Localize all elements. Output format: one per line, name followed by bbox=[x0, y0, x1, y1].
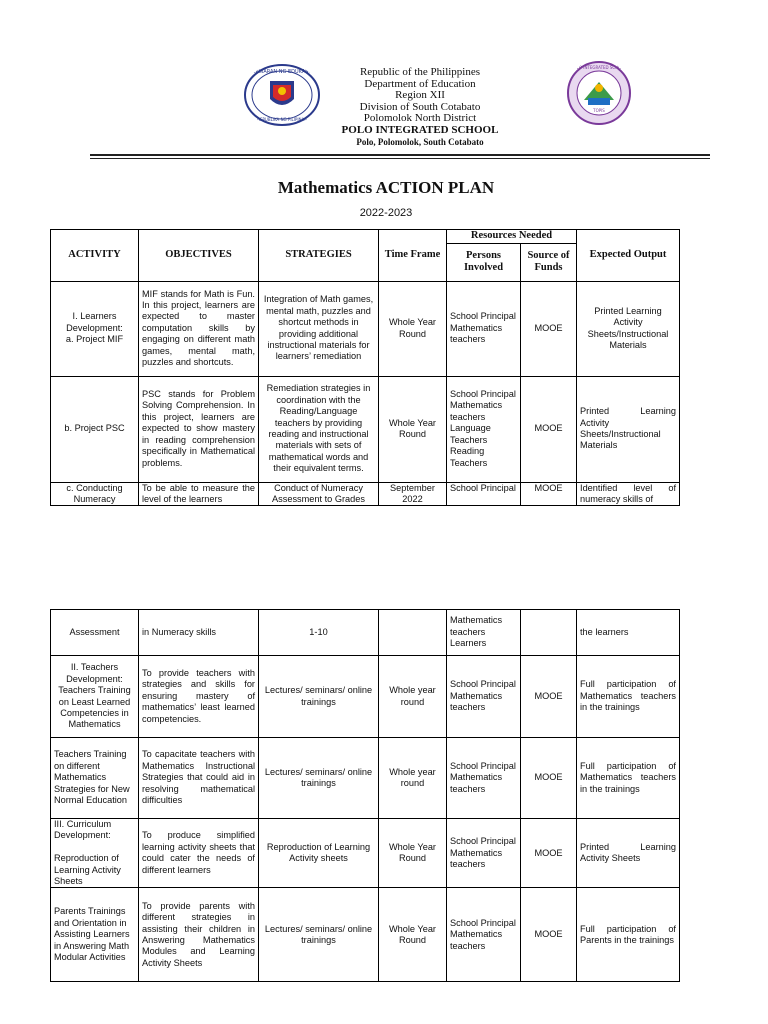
table-row bbox=[51, 656, 680, 738]
cell-time: Whole year round bbox=[379, 738, 447, 819]
cell-source: MOOE bbox=[521, 376, 577, 482]
cell-strategies: Lectures/ seminars/ online trainings bbox=[259, 888, 379, 982]
cell-expected: Full participation of Mathematics teachers in the trainings bbox=[577, 738, 680, 819]
cell-activity: Teachers Training on different Mathematics Strategies for New Normal Education bbox=[51, 738, 139, 819]
cell-persons: School Principal Mathematics teachers bbox=[447, 738, 521, 819]
cell-strategies: Remediation strategies in coordination with the Reading/Language teachers by providing reading and instructional materials with sets of mathematical words and their equivalent terms. bbox=[259, 376, 379, 482]
cell-persons: School Principal Mathematics teachers bbox=[447, 888, 521, 982]
cell-source: MOOE bbox=[521, 482, 577, 506]
header-region: Region XII bbox=[395, 89, 445, 101]
cell-source: MOOE bbox=[521, 656, 577, 738]
table-row bbox=[51, 738, 680, 819]
cell-time: Whole Year Round bbox=[379, 888, 447, 982]
cell-activity: III. Curriculum Development: Reproduction of Learning Activity Sheets bbox=[51, 819, 139, 888]
cell-objectives: To capacitate teachers with Mathematics Instructional Strategies that could aid in resolving mathematical difficulties bbox=[139, 738, 259, 819]
school-year: 2022-2023 bbox=[359, 207, 413, 219]
cell-source bbox=[521, 610, 577, 656]
cell-strategies: Reproduction of Learning Activity sheets bbox=[259, 819, 379, 888]
cell-objectives: To produce simplified learning activity sheets that could cater the needs of different learners bbox=[139, 819, 259, 888]
cell-objectives: To provide teachers with strategies and skills for ensuring mastery of mathematics’ least learned competencies. bbox=[139, 656, 259, 738]
cell-time: Whole Year Round bbox=[379, 281, 447, 376]
cell-objectives: PSC stands for Problem Solving Comprehension. In this project, learners are expected to show mastery in reading comprehension specifically in Mathematical problems. bbox=[139, 376, 259, 482]
cell-activity: b. Project PSC bbox=[51, 376, 139, 482]
cell-time: September 2022 bbox=[379, 482, 447, 506]
table-row bbox=[51, 281, 680, 376]
cell-expected: the learners bbox=[577, 610, 680, 656]
cell-persons: Mathematics teachers Learners bbox=[447, 610, 521, 656]
table-row bbox=[51, 482, 680, 506]
cell-time: Whole Year Round bbox=[379, 819, 447, 888]
cell-expected: Full participation of Parents in the trainings bbox=[577, 888, 680, 982]
cell-activity: II. Teachers Development: Teachers Training on Least Learned Competencies in Mathematics bbox=[51, 656, 139, 738]
cell-time bbox=[379, 610, 447, 656]
cell-objectives: To provide parents with different strategies in assisting their children in Answering Mathematics Modules and Learning Activity Sheets bbox=[139, 888, 259, 982]
cell-expected: Identified level of numeracy skills of bbox=[577, 482, 680, 506]
cell-expected: Printed Learning Activity Sheets bbox=[577, 819, 680, 888]
table-row bbox=[51, 610, 680, 656]
col-activity: ACTIVITY bbox=[51, 230, 139, 282]
cell-persons: School Principal Mathematics teachers bbox=[447, 819, 521, 888]
col-strategies: STRATEGIES bbox=[259, 230, 379, 282]
header-division: Division of South Cotabato bbox=[359, 100, 481, 113]
cell-expected: Printed Learning Activity Sheets/Instructional Materials bbox=[577, 281, 680, 376]
cell-objectives: To be able to measure the level of the learners bbox=[139, 482, 259, 506]
seal-left-bottom-text: REPUBLIKA NG PILIPINAS bbox=[257, 117, 307, 122]
cell-persons: School Principal Mathematics teachers bbox=[447, 281, 521, 376]
col-persons-involved: Persons Involved bbox=[447, 243, 521, 281]
cell-persons: School Principal bbox=[447, 482, 521, 506]
cell-activity: c. Conducting Numeracy bbox=[51, 482, 139, 506]
cell-source: MOOE bbox=[521, 738, 577, 819]
table-row bbox=[51, 376, 680, 482]
action-plan-table-page1 bbox=[50, 229, 680, 506]
col-objectives: OBJECTIVES bbox=[139, 230, 259, 282]
header-department: Department of Education bbox=[364, 77, 476, 90]
cell-expected: Printed Learning Activity Sheets/Instructional Materials bbox=[577, 376, 680, 482]
cell-source: MOOE bbox=[521, 888, 577, 982]
header-republic: Republic of the Philippines bbox=[359, 66, 481, 78]
cell-persons: School Principal Mathematics teachers Language Teachers Reading Teachers bbox=[447, 376, 521, 482]
col-time-frame: Time Frame bbox=[379, 230, 447, 282]
header-rule bbox=[90, 154, 710, 156]
action-plan-table-page2 bbox=[50, 609, 680, 982]
cell-time: Whole year round bbox=[379, 656, 447, 738]
col-resources-needed: Resources Needed bbox=[447, 230, 577, 244]
cell-strategies: 1-10 bbox=[259, 610, 379, 656]
cell-expected: Full participation of Mathematics teachers in the trainings bbox=[577, 656, 680, 738]
cell-activity: Assessment bbox=[51, 610, 139, 656]
table-row bbox=[51, 819, 680, 888]
cell-objectives: MIF stands for Math is Fun. In this project, learners are expected to master computation skills by engaging on different math games, mental math, puzzles and shortcuts. bbox=[139, 281, 259, 376]
seal-left-text: KAGAWARAN NG EDUKASYON bbox=[245, 69, 319, 75]
seal-right-text: POLO INTEGRATED SCHOOL bbox=[571, 65, 627, 70]
cell-strategies: Lectures/ seminars/ online trainings bbox=[259, 738, 379, 819]
school-name: POLO INTEGRATED SCHOOL bbox=[341, 124, 499, 136]
header-district: Polomolok North District bbox=[363, 112, 477, 124]
col-source-of-funds: Source of Funds bbox=[521, 243, 577, 281]
cell-strategies: Conduct of Numeracy Assessment to Grades bbox=[259, 482, 379, 506]
cell-activity: I. Learners Development: a. Project MIF bbox=[51, 281, 139, 376]
cell-activity: Parents Trainings and Orientation in Assisting Learners in Answering Math Modular Activities bbox=[51, 888, 139, 982]
cell-objectives: in Numeracy skills bbox=[139, 610, 259, 656]
page-title: Mathematics ACTION PLAN bbox=[277, 178, 495, 197]
cell-time: Whole Year Round bbox=[379, 376, 447, 482]
cell-source: MOOE bbox=[521, 819, 577, 888]
cell-strategies: Lectures/ seminars/ online trainings bbox=[259, 656, 379, 738]
cell-source: MOOE bbox=[521, 281, 577, 376]
table-row bbox=[51, 888, 680, 982]
col-expected-output: Expected Output bbox=[577, 230, 680, 282]
header-rule-thin bbox=[90, 158, 710, 159]
cell-persons: School Principal Mathematics teachers bbox=[447, 656, 521, 738]
school-address: Polo, Polomolok, South Cotabato bbox=[356, 137, 484, 147]
cell-strategies: Integration of Math games, mental math, puzzles and shortcut methods in providing additional instructional materials for learners’ remediation bbox=[259, 281, 379, 376]
seal-right-bottom-text: TOPIS bbox=[593, 108, 605, 113]
